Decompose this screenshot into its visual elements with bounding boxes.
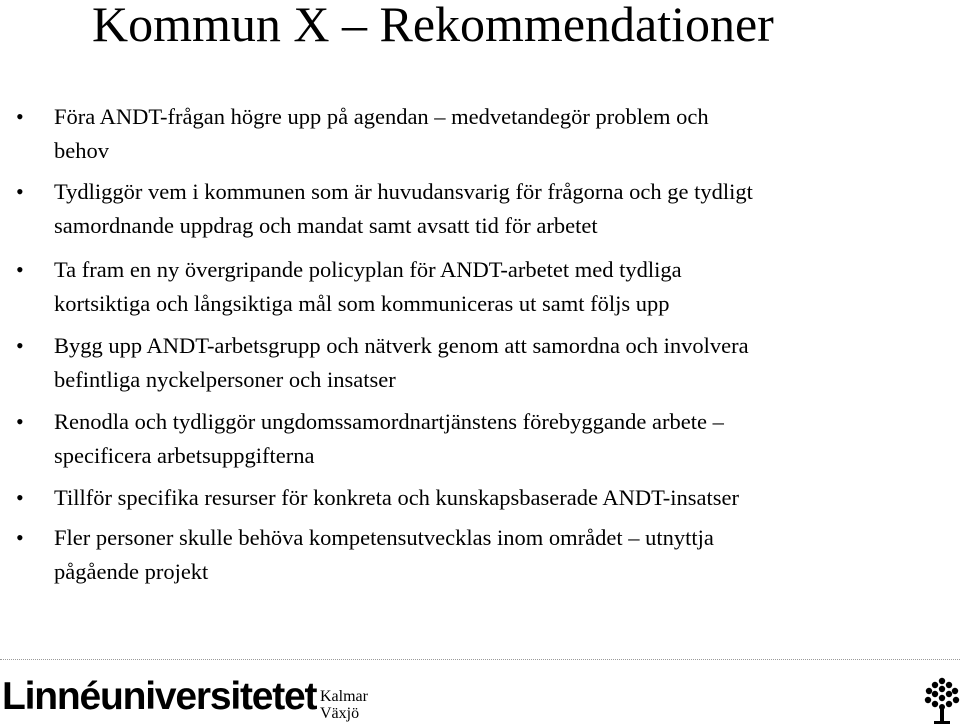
tree-icon — [924, 677, 960, 725]
bullet-icon: • — [16, 257, 24, 282]
bullet-text: Fler personer skulle behöva kompetensutvecklas inom området – utnyttja pågående projekt — [54, 525, 714, 584]
bullet-text: Tillför specifika resurser för konkreta och kunskapsbaserade ANDT-insatser — [54, 485, 740, 510]
campus-vaxjo: Växjö — [320, 705, 360, 722]
campus-kalmar: Kalmar — [320, 688, 368, 705]
bullet-text: Ta fram en ny övergripande policyplan för ANDT-arbetet med tydliga kortsiktiga och långsiktiga mål som kommuniceras ut samt följs upp — [54, 257, 682, 316]
slide-title: Kommun X – Rekommendationer — [92, 0, 774, 52]
bullet-icon: • — [16, 525, 24, 550]
campus-names — [320, 688, 368, 722]
bullet-icon: • — [16, 104, 24, 129]
bullet-text: Tydliggör vem i kommunen som är huvudansvarig för frågorna och ge tydligt samordnande uppdrag och mandat samt avsatt tid för arbetet — [54, 179, 753, 238]
bullet-icon: • — [16, 485, 24, 510]
bullet-text: Renodla och tydliggör ungdomssamordnartjänstens förebyggande arbete – specificera arbetsuppgifterna — [54, 409, 724, 468]
bullet-icon: • — [16, 333, 24, 358]
university-logo-wordmark: Linnéuniversitetet — [2, 675, 317, 718]
bullet-icon: • — [16, 179, 24, 204]
footer-divider — [0, 659, 960, 660]
bullet-text: Bygg upp ANDT-arbetsgrupp och nätverk genom att samordna och involvera befintliga nyckelpersoner och insatser — [54, 333, 749, 392]
bullet-text: Föra ANDT-frågan högre upp på agendan – medvetandegör problem och behov — [54, 104, 709, 163]
bullet-icon: • — [16, 409, 24, 434]
